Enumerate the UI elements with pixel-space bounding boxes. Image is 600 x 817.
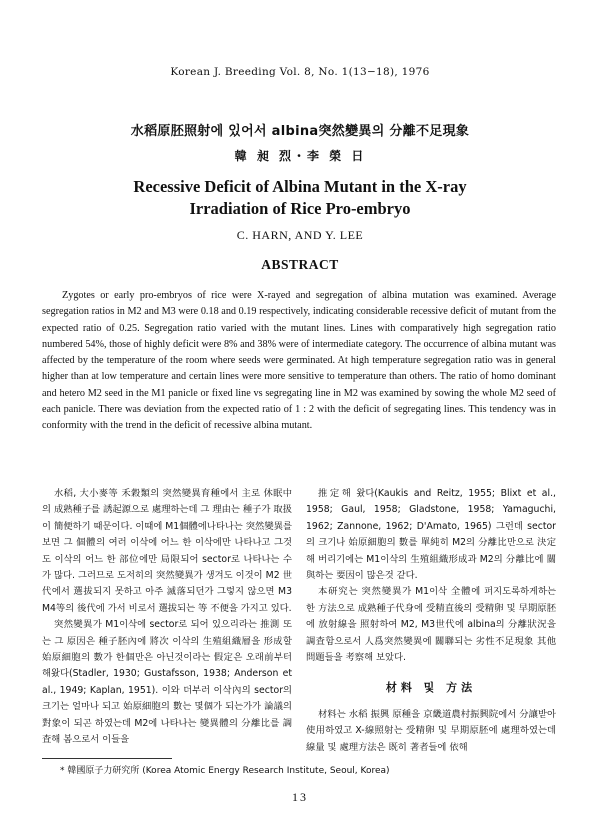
english-title <box>0 176 600 220</box>
body-left-column <box>42 486 292 749</box>
affiliation-footnote: * 韓國原子力研究所 (Korea Atomic Energy Research Institute, Seoul, Korea) <box>60 766 390 776</box>
abstract-text: Zygotes or early pro-embryos of rice were X-rayed and segregation of albina mutation was examined. Average segregation ratios in M2 and M3 were 0.18 and 0.19 respectively, indicating considerable recessive deficit of mutant from the expected ratio of 0.25. Segregation ratio varied with the mutant lines. Lines with comparatively high segregation ratio numbered 54%, those of highly deficit were 8% and 38% were of intermediate category. The occurrence of albina mutant was affected by the temperature of the room where seeds were germinated. At high temperature segregation ratio was in general higher than at low temperature and certain lines were more sensitive to temperature than others. The ratio of homo dominant and hetero M2 seed in the M1 panicle or fixed line vs segregating line in M2 was examined by sowing the whole M2 seed of each panicle. There was deviation from the expected ratio of 1 : 2 with the deficit of segregating lines. This tendency was in conformity with the trend in the deficit of recessive albina mutant. <box>42 290 556 432</box>
journal-citation: Korean J. Breeding Vol. 8, No. 1(13−18), 1976 <box>170 66 430 78</box>
english-authors: C. HARN, AND Y. LEE <box>236 228 364 242</box>
right-paragraph-2: 本研究는 突然變異가 M1이삭 全體에 퍼지도록하게하는 한 方法으로 成熟種子代身에 受精直後의 受精卵 및 早期原胚에 放射線을 照射하여 M2, M3世代에 albina의 分離狀況을 調査함으로서 人爲突然變異에 關聯되는 劣性不足現象 其他問題들을 考察해 보았다. <box>306 586 556 664</box>
left-paragraph-1: 水稻, 大小麥等 禾穀類의 突然變異育種에서 主로 休眠中의 成熟種子를 誘起源으로 處理하는데 그 理由는 種子가 取扱이 簡便하기 때문이다. 이때에 M1個體에나타나는 突然變異를 보면 그 個體의 여러 이삭에 어느 한 이삭에만 나타나고 그것도 이삭의 어느 한 部位에만 局限되어 sector로 나타나는 수가 많다. 그러므로 도저히의 突然變異가 생겨도 이것이 M2 世代에서 選拔되지 못하고 아주 滅落되던가 그렇지 않으면 M3 M4等의 後代에 가서 비로서 選拔되는 等 不便을 가지고 있다. <box>42 488 292 614</box>
english-title-line-1: Recessive Deficit of Albina Mutant in the X-ray <box>133 177 467 196</box>
page-number: 13 <box>292 790 308 804</box>
footnote-rule <box>42 758 172 759</box>
abstract-heading: ABSTRACT <box>261 257 339 272</box>
right-paragraph-3: 材料는 水稻 振興 原種을 京畿道農村振興院에서 分讓받아 使用하였고 X-線照射는 受精卵 및 早期原胚에 處理하였는데 線量 및 處理方法은 既히 著者들에 依해 <box>306 708 556 753</box>
right-paragraph-1: 推定해 왔다(Kaukis and Reitz, 1955; Blixt et al., 1958; Gaul, 1958; Gladstone, 1958; Yamaguchi, 1962; Zannone, 1962; D'Amato, 1965) 그런데 sector의 크기나 始原細胞의 數를 單純히 M2의 分離比만으로 決定해 버리기에는 M1이삭의 生殖組織形成과 M2의 分離比에 關與하는 要因이 많은것 같다. <box>306 488 556 582</box>
left-paragraph-2: 突然變異가 M1이삭에 sector로 되어 있으리라는 推測 또는 그 原因은 種子胚內에 將次 이삭의 生殖組織層을 形成할 始原細胞의 數가 한個만은 아닌것이라는 假定은 오래前부터 해왔다(Stadler, 1930; Gustafsson, 1938; Anderson et al., 1949; Kaplan, 1951). 이와 더부러 이삭內의 sector의 크기는 얼마나 되고 始原細胞의 數는 몇個가 되는가가 論議의 對象이 되곤 하였는데 M2에 나타나는 變異體의 分離比를 調査해 봄으로서 이들을 <box>42 619 292 746</box>
korean-authors: 韓 昶 烈・李 榮 日 <box>234 149 366 163</box>
korean-title: 水稻原胚照射에 있어서 albina突然變異의 分離不足現象 <box>130 124 470 139</box>
english-title-line-2: Irradiation of Rice Pro-embryo <box>189 199 411 218</box>
body-right-column <box>306 486 556 756</box>
section-heading-materials-methods: 材料 및 方法 <box>385 681 477 695</box>
